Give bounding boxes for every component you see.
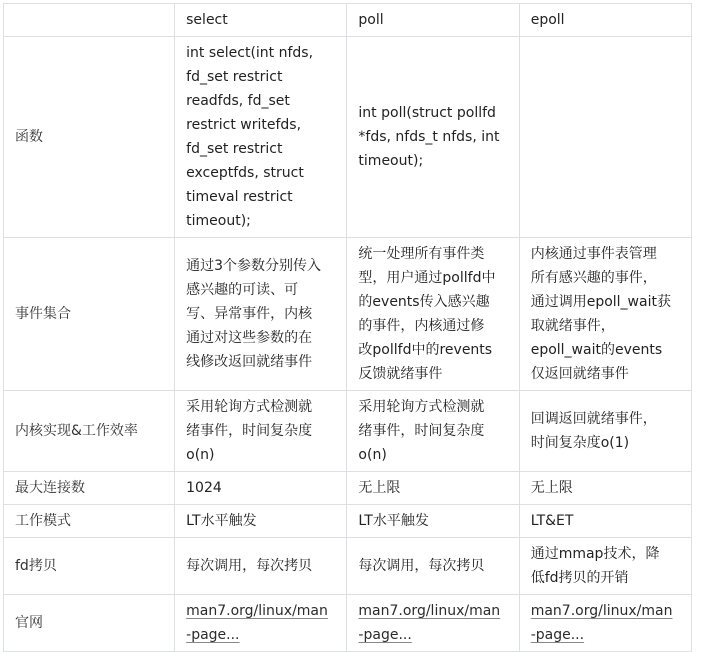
table-row-event-set: [4, 238, 692, 391]
cell-poll: LT水平触发: [347, 505, 519, 538]
cell-select: 1024: [175, 472, 347, 505]
cell-epoll: [519, 595, 691, 652]
row-label: 官网: [4, 595, 175, 652]
cell-poll: [347, 595, 519, 652]
comparison-table: [3, 3, 692, 652]
header-cell-select: select: [175, 4, 347, 37]
row-label: 最大连接数: [4, 472, 175, 505]
cell-poll: 每次调用，每次拷贝: [347, 538, 519, 595]
table-row-kernel-impl: [4, 391, 692, 472]
cell-select: 通过3个参数分别传入 感兴趣的可读、可 写、异常事件，内核 通过对这些参数的在 线修改返回就绪事件: [175, 238, 347, 391]
row-label: 工作模式: [4, 505, 175, 538]
cell-select: 每次调用，每次拷贝: [175, 538, 347, 595]
cell-select: LT水平触发: [175, 505, 347, 538]
cell-epoll: 回调返回就绪事件， 时间复杂度o(1): [519, 391, 691, 472]
header-cell-epoll: epoll: [519, 4, 691, 37]
row-label: 函数: [4, 37, 175, 238]
cell-poll: 采用轮询方式检测就 绪事件，时间复杂度 o(n): [347, 391, 519, 472]
header-row: [4, 4, 692, 37]
cell-poll: int poll(struct pollfd *fds, nfds_t nfds, int timeout);: [347, 37, 519, 238]
link-select-man-page[interactable]: man7.org/linux/man -page...: [186, 603, 328, 643]
link-epoll-man-page[interactable]: man7.org/linux/man -page...: [530, 603, 673, 643]
cell-select: [175, 595, 347, 652]
header-cell-empty: [4, 4, 175, 37]
comparison-table-wrapper: [3, 3, 692, 652]
cell-select: int select(int nfds, fd_set restrict readfds, fd_set restrict writefds, fd_set restrict exceptfds, struct timeval restrict timeout);: [175, 37, 347, 238]
cell-select: 采用轮询方式检测就 绪事件，时间复杂度 o(n): [175, 391, 347, 472]
row-label: 内核实现&工作效率: [4, 391, 175, 472]
cell-epoll: 内核通过事件表管理 所有感兴趣的事件， 通过调用epoll_wait获 取就绪事件， epoll_wait的events 仅返回就绪事件: [519, 238, 691, 391]
cell-poll: 统一处理所有事件类 型，用户通过pollfd中 的events传入感兴趣 的事件，内核通过修 改pollfd中的revents 反馈就绪事件: [347, 238, 519, 391]
row-label: 事件集合: [4, 238, 175, 391]
header-cell-poll: poll: [347, 4, 519, 37]
cell-epoll: 通过mmap技术，降 低fd拷贝的开销: [519, 538, 691, 595]
table-row-official-site: [4, 595, 692, 652]
table-row-fd-copy: [4, 538, 692, 595]
cell-epoll: LT&ET: [519, 505, 691, 538]
table-row-function: [4, 37, 692, 238]
link-poll-man-page[interactable]: man7.org/linux/man -page...: [358, 603, 501, 643]
cell-epoll: [519, 37, 691, 238]
table-row-max-connections: [4, 472, 692, 505]
cell-poll: 无上限: [347, 472, 519, 505]
table-row-work-mode: [4, 505, 692, 538]
cell-epoll: 无上限: [519, 472, 691, 505]
row-label: fd拷贝: [4, 538, 175, 595]
